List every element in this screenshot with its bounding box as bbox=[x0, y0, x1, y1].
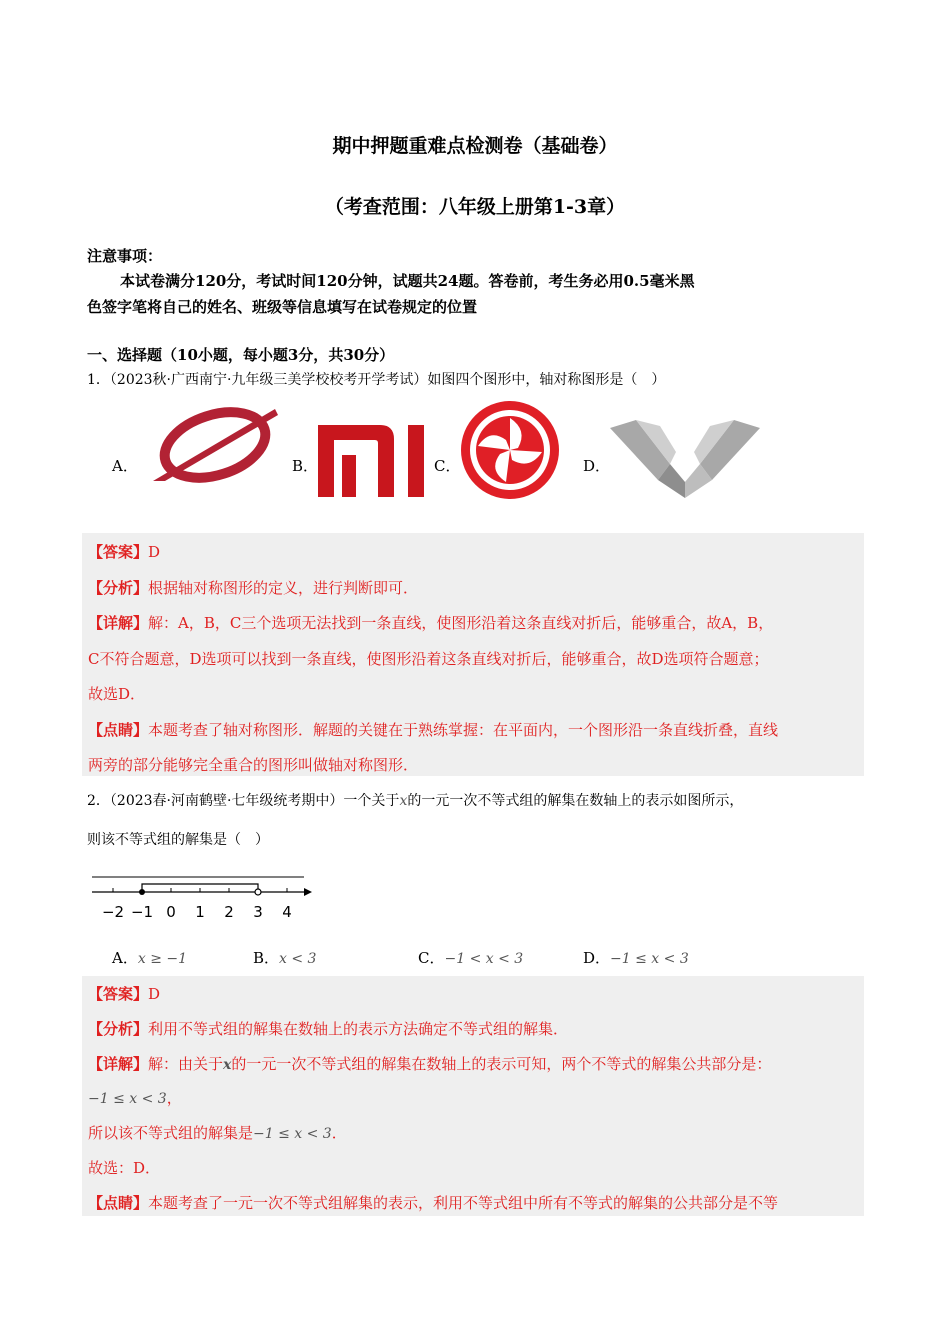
q2-analysis-tag: 【分析】 bbox=[88, 1020, 149, 1038]
q1-detail-line-1: 解：A，B，C三个选项无法找到一条直线，使图形沿着这条直线对折后，能够重合，故A，B， bbox=[148, 614, 774, 632]
q1-option-c-label: C． bbox=[434, 457, 461, 475]
q2-stem-part-2: 的一元一次不等式组的解集在数轴上的表示如图所示， bbox=[407, 793, 744, 809]
q2-detail-variable: x bbox=[223, 1057, 232, 1073]
q2-analysis: 利用不等式组的解集在数轴上的表示方法确定不等式组的解集． bbox=[148, 1020, 569, 1038]
q2-option-c-label: C． bbox=[418, 949, 445, 967]
q2-option-d-math: −1 ≤ x < 3 bbox=[610, 951, 689, 967]
q1-detail-tag: 【详解】 bbox=[88, 614, 149, 632]
q2-tick-label: 0 bbox=[166, 903, 176, 921]
q2-comment-tag: 【点睛】 bbox=[88, 1194, 149, 1212]
q2-option-d bbox=[583, 947, 689, 968]
q1-comment-tag: 【点睛】 bbox=[88, 721, 149, 739]
notice-line-1: 本试卷满分120分，考试时间120分钟，试题共24题。答卷前，考生务必用0.5毫米黑 bbox=[120, 272, 695, 290]
q1-detail-line-2: C不符合题意，D选项可以找到一条直线，使图形沿着这条直线对折后，能够重合，故D选项符合题意； bbox=[88, 650, 769, 668]
q1-solution-panel bbox=[82, 533, 864, 776]
q2-option-b-label: B． bbox=[253, 949, 280, 967]
q2-detail-part-2: 的一元一次不等式组的解集在数轴上的表示可知，两个不等式的解集公共部分是： bbox=[231, 1055, 772, 1073]
q2-tick-label: 4 bbox=[282, 903, 292, 921]
q2-option-a-math: x ≥ −1 bbox=[137, 951, 188, 967]
q2-detail-part-1: 解：由关于 bbox=[148, 1055, 224, 1073]
q2-option-d-label: D． bbox=[583, 949, 611, 967]
q2-detail-line-4: 故选：D． bbox=[88, 1159, 161, 1177]
q2-solution-panel bbox=[82, 976, 864, 1216]
q1-analysis-tag: 【分析】 bbox=[88, 579, 149, 597]
q2-tick-label: 2 bbox=[224, 903, 234, 921]
q2-detail-math-2: −1 ≤ x < 3 bbox=[253, 1126, 332, 1142]
q1-comment-line-1: 本题考查了轴对称图形．解题的关键在于熟练掌握：在平面内，一个图形沿一条直线折叠，直线 bbox=[148, 721, 779, 739]
q1-option-a-label: A． bbox=[112, 457, 138, 475]
q2-closed-point bbox=[139, 889, 145, 895]
q2-detail-math-1: −1 ≤ x < 3 bbox=[88, 1091, 167, 1107]
q2-answer: D bbox=[148, 985, 161, 1003]
section-heading: 一、选择题（10小题，每小题3分，共30分） bbox=[87, 346, 395, 364]
notice-line-2: 色签字笔将自己的姓名、班级等信息填写在试卷规定的位置 bbox=[87, 298, 478, 316]
q2-tick-label: −2 bbox=[101, 903, 125, 921]
question-1-stem: 1．（2023秋·广西南宁·九年级三美学校校考开学考试）如图四个图形中，轴对称图形是（ ） bbox=[87, 372, 666, 388]
q1-option-b-label: B． bbox=[292, 457, 319, 475]
q2-option-c bbox=[418, 947, 523, 968]
q2-detail-tag: 【详解】 bbox=[88, 1055, 149, 1073]
page-subtitle: （考查范围：八年级上册第1-3章） bbox=[324, 196, 626, 218]
page-title: 期中押题重难点检测卷（基础卷） bbox=[332, 135, 618, 157]
q1-detail-line-3: 故选D． bbox=[88, 685, 146, 703]
q1-answer-tag: 【答案】 bbox=[88, 543, 149, 561]
q2-stem-part-1: 2．（2023春·河南鹤壁·七年级统考期中）一个关于 bbox=[87, 793, 400, 809]
q2-comment-line-1: 本题考查了一元一次不等式组解集的表示，利用不等式组中所有不等式的解集的公共部分是不等 bbox=[148, 1194, 779, 1212]
q2-open-point bbox=[255, 889, 261, 895]
q2-number-line bbox=[88, 862, 313, 924]
notice-label: 注意事项： bbox=[87, 247, 163, 265]
question-2-stem-line-1 bbox=[87, 790, 743, 810]
q1-comment-line-2: 两旁的部分能够完全重合的图形叫做轴对称图形． bbox=[88, 756, 419, 774]
q2-detail-math-1-end: ， bbox=[166, 1089, 182, 1107]
q2-option-b-math: x < 3 bbox=[279, 951, 317, 967]
q1-answer: D bbox=[148, 543, 161, 561]
q2-tick-label: 3 bbox=[253, 903, 263, 921]
q2-stem-variable: x bbox=[399, 793, 408, 809]
q1-option-d-figure bbox=[610, 420, 760, 500]
question-2-stem-line-2: 则该不等式组的解集是（ ） bbox=[87, 832, 269, 848]
q2-option-a-label: A． bbox=[112, 949, 138, 967]
q2-answer-tag: 【答案】 bbox=[88, 985, 149, 1003]
q2-detail-line-3: 所以该不等式组的解集是 bbox=[88, 1124, 254, 1142]
q1-option-b-figure bbox=[318, 425, 426, 497]
q2-option-c-math: −1 < x < 3 bbox=[444, 951, 524, 967]
q2-tick-label: 1 bbox=[195, 903, 205, 921]
q2-tick-label: −1 bbox=[130, 903, 154, 921]
q2-option-b bbox=[253, 947, 316, 968]
q1-analysis: 根据轴对称图形的定义，进行判断即可． bbox=[148, 579, 419, 597]
q2-option-a bbox=[112, 947, 187, 968]
q1-option-d-label: D． bbox=[583, 457, 611, 475]
q1-option-c-figure bbox=[458, 400, 562, 500]
q1-option-a-figure bbox=[145, 405, 280, 485]
q2-detail-line-3-end: ． bbox=[331, 1124, 347, 1142]
